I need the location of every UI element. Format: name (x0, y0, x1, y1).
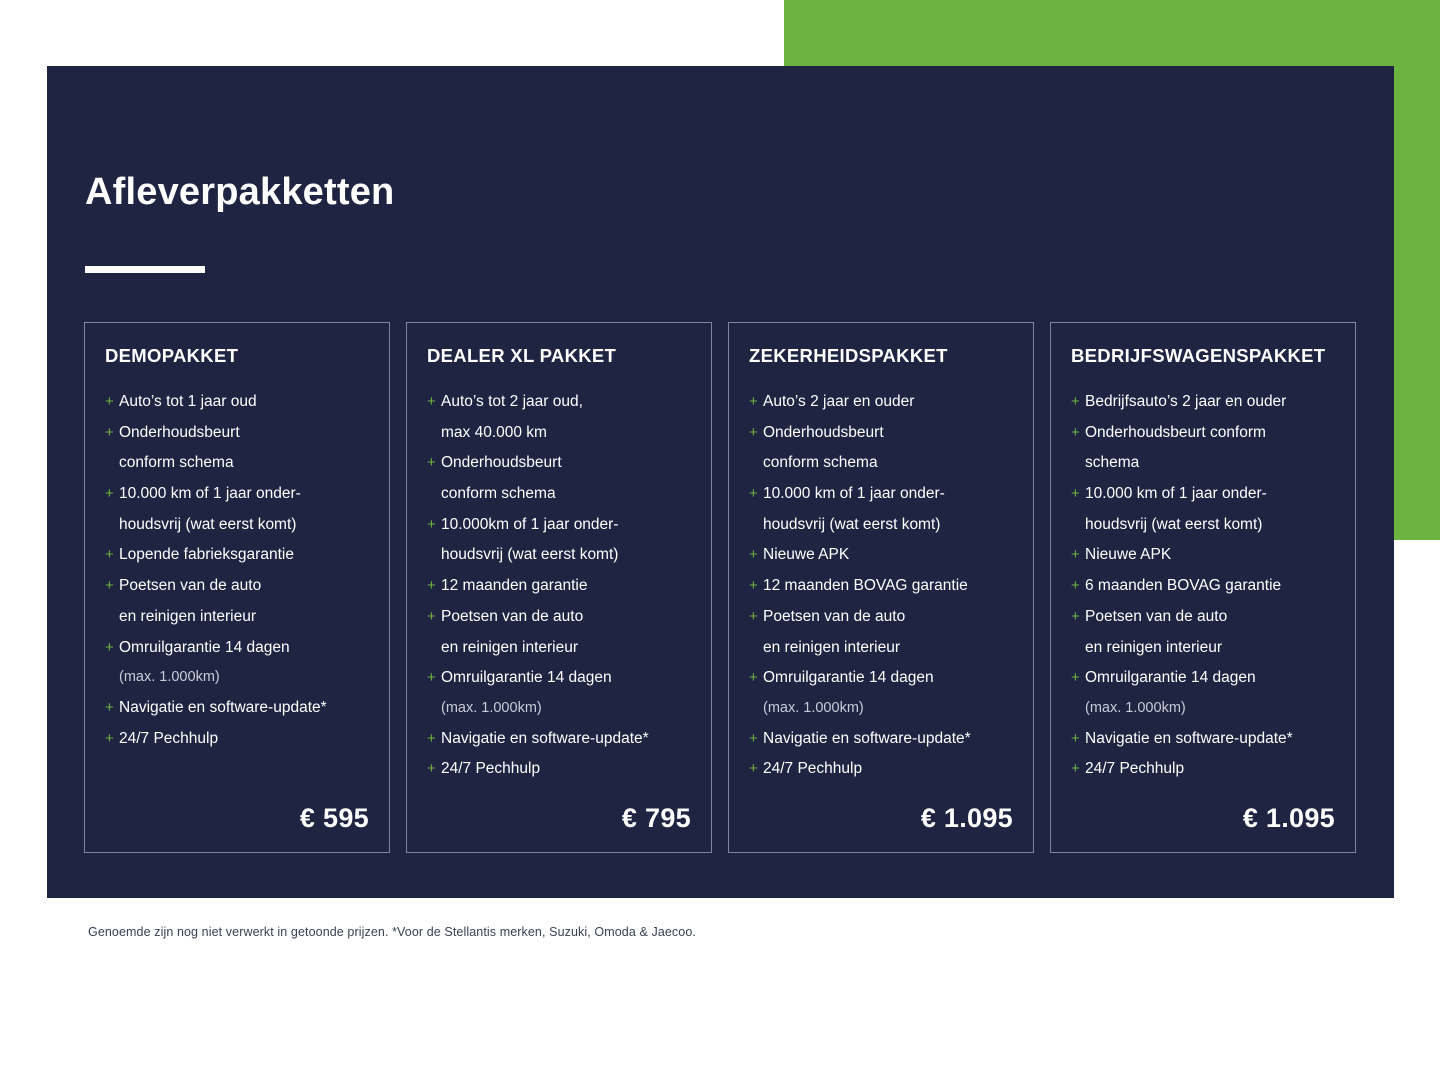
feature-item (749, 387, 1013, 418)
feature-label: Onderhoudsbeurt (763, 423, 884, 441)
plus-icon: + (105, 729, 114, 747)
package-card-demopakket[interactable] (84, 322, 390, 853)
feature-label: Onderhoudsbeurt (441, 454, 562, 472)
plus-icon: + (1071, 729, 1080, 747)
feature-item (427, 387, 691, 418)
feature-label: houdsvrij (wat eerst komt) (763, 515, 941, 533)
feature-item-continuation (105, 448, 369, 479)
feature-label: Onderhoudsbeurt (119, 423, 240, 441)
feature-label: Navigatie en software-update* (441, 729, 649, 747)
feature-label: houdsvrij (wat eerst komt) (441, 546, 619, 564)
feature-label: Poetsen van de auto (763, 607, 906, 625)
feature-item (1071, 663, 1335, 694)
feature-item (1071, 754, 1335, 785)
plus-icon: + (749, 577, 758, 595)
packages-panel (47, 66, 1394, 898)
feature-label: Navigatie en software-update* (1085, 729, 1293, 747)
package-price: € 1.095 (920, 802, 1013, 833)
feature-item (105, 387, 369, 418)
feature-label: 24/7 Pechhulp (119, 729, 219, 747)
feature-list (105, 387, 369, 785)
feature-label: 12 maanden BOVAG garantie (763, 577, 968, 595)
feature-label: conform schema (763, 454, 878, 472)
plus-icon: + (427, 515, 436, 533)
plus-icon: + (1071, 423, 1080, 441)
plus-icon: + (1071, 760, 1080, 778)
feature-label: Poetsen van de auto (441, 607, 584, 625)
feature-item (749, 754, 1013, 785)
package-title: ZEKERHEIDSPAKKET (749, 345, 948, 366)
feature-item (1071, 571, 1335, 602)
feature-item (427, 510, 691, 541)
feature-label: Auto’s 2 jaar en ouder (763, 393, 915, 410)
feature-item (749, 724, 1013, 755)
feature-item-note (749, 694, 1013, 724)
feature-item (749, 602, 1013, 633)
feature-label: Poetsen van de auto (119, 577, 262, 595)
feature-label: Lopende fabrieksgarantie (119, 546, 294, 564)
feature-label: Nieuwe APK (763, 546, 850, 564)
feature-item (1071, 540, 1335, 571)
feature-label: Omruilgarantie 14 dagen (1085, 669, 1256, 687)
plus-icon: + (749, 607, 758, 625)
feature-label: 24/7 Pechhulp (1085, 760, 1185, 778)
plus-icon: + (105, 393, 114, 410)
feature-item (105, 633, 369, 664)
feature-label: 24/7 Pechhulp (441, 760, 541, 778)
feature-list (1071, 387, 1335, 785)
feature-item-continuation (749, 510, 1013, 541)
plus-icon: + (1071, 393, 1080, 410)
feature-label: Navigatie en software-update* (763, 729, 971, 747)
package-title: DEALER XL PAKKET (427, 345, 617, 366)
package-card-zekerheidspakket[interactable] (728, 322, 1034, 853)
feature-list (749, 387, 1013, 785)
plus-icon: + (105, 698, 114, 716)
package-price: € 595 (299, 802, 369, 833)
plus-icon: + (749, 393, 758, 410)
feature-item-continuation (427, 540, 691, 571)
plus-icon: + (105, 423, 114, 441)
plus-icon: + (105, 638, 114, 656)
plus-icon: + (105, 485, 114, 503)
package-card-bedrijfswagenspakket[interactable] (1050, 322, 1356, 853)
package-title: DEMOPAKKET (105, 345, 239, 366)
title-underline-rule (85, 266, 205, 273)
feature-item (105, 479, 369, 510)
plus-icon: + (427, 454, 436, 472)
feature-label: Bedrijfsauto’s 2 jaar en ouder (1085, 393, 1287, 410)
plus-icon: + (1071, 546, 1080, 564)
feature-label: (max. 1.000km) (1085, 699, 1186, 716)
feature-label: Auto’s tot 2 jaar oud, (441, 393, 583, 410)
feature-item-continuation (427, 633, 691, 664)
feature-label: 24/7 Pechhulp (763, 760, 863, 778)
page-title: Afleverpakketten (85, 171, 395, 213)
feature-item (427, 602, 691, 633)
feature-label: (max. 1.000km) (441, 699, 542, 716)
plus-icon: + (1071, 577, 1080, 595)
package-card-dealer-xl-pakket[interactable] (406, 322, 712, 853)
feature-item-continuation (749, 633, 1013, 664)
feature-item-continuation (427, 418, 691, 449)
feature-item (427, 448, 691, 479)
feature-label: Poetsen van de auto (1085, 607, 1228, 625)
feature-item (749, 540, 1013, 571)
feature-label: 12 maanden garantie (441, 577, 588, 595)
feature-label: schema (1085, 454, 1140, 472)
plus-icon: + (749, 669, 758, 687)
feature-label: conform schema (119, 454, 234, 472)
feature-item-note (427, 694, 691, 724)
feature-label: en reinigen interieur (763, 638, 901, 656)
feature-label: conform schema (441, 485, 556, 503)
feature-item-continuation (1071, 510, 1335, 541)
feature-label: en reinigen interieur (119, 607, 257, 625)
plus-icon: + (427, 669, 436, 687)
feature-item-note (105, 663, 369, 693)
feature-item (105, 571, 369, 602)
footnote-text: Genoemde zijn nog niet verwerkt in getoonde prijzen. *Voor de Stellantis merken, Suzuki, Omoda & Jaecoo. (88, 925, 696, 939)
feature-item (427, 754, 691, 785)
feature-item (105, 724, 369, 755)
feature-label: en reinigen interieur (441, 638, 579, 656)
package-price: € 1.095 (1242, 802, 1335, 833)
package-price: € 795 (621, 802, 691, 833)
feature-item (749, 479, 1013, 510)
feature-item-continuation (105, 602, 369, 633)
plus-icon: + (427, 729, 436, 747)
plus-icon: + (1071, 485, 1080, 503)
package-card-list (84, 322, 1359, 853)
plus-icon: + (427, 607, 436, 625)
feature-label: en reinigen interieur (1085, 638, 1223, 656)
feature-label: houdsvrij (wat eerst komt) (1085, 515, 1263, 533)
feature-item-note (1071, 694, 1335, 724)
feature-item (1071, 724, 1335, 755)
feature-item (105, 540, 369, 571)
feature-label: 10.000 km of 1 jaar onder- (119, 485, 301, 503)
plus-icon: + (749, 760, 758, 778)
feature-label: 10.000km of 1 jaar onder- (441, 515, 619, 533)
plus-icon: + (427, 393, 436, 410)
feature-label: Omruilgarantie 14 dagen (119, 638, 290, 656)
feature-label: Auto’s tot 1 jaar oud (119, 393, 257, 410)
feature-label: Omruilgarantie 14 dagen (763, 669, 934, 687)
feature-label: 6 maanden BOVAG garantie (1085, 577, 1282, 595)
feature-item-continuation (749, 448, 1013, 479)
plus-icon: + (427, 760, 436, 778)
feature-label: 10.000 km of 1 jaar onder- (763, 485, 945, 503)
feature-item (427, 724, 691, 755)
feature-item (105, 693, 369, 724)
plus-icon: + (1071, 607, 1080, 625)
plus-icon: + (749, 485, 758, 503)
feature-item (1071, 387, 1335, 418)
feature-label: (max. 1.000km) (763, 699, 864, 716)
plus-icon: + (749, 546, 758, 564)
feature-item (749, 571, 1013, 602)
feature-item (1071, 602, 1335, 633)
plus-icon: + (749, 729, 758, 747)
feature-item-continuation (1071, 633, 1335, 664)
package-title: BEDRIJFSWAGENSPAKKET (1071, 345, 1326, 366)
feature-item (749, 663, 1013, 694)
feature-item (1071, 418, 1335, 449)
feature-label: Nieuwe APK (1085, 546, 1172, 564)
feature-label: Navigatie en software-update* (119, 698, 327, 716)
feature-label: Onderhoudsbeurt conform (1085, 423, 1266, 441)
plus-icon: + (105, 577, 114, 595)
feature-item (1071, 479, 1335, 510)
feature-item-continuation (105, 510, 369, 541)
feature-label: 10.000 km of 1 jaar onder- (1085, 485, 1267, 503)
feature-list (427, 387, 691, 785)
feature-label: Omruilgarantie 14 dagen (441, 669, 612, 687)
plus-icon: + (749, 423, 758, 441)
plus-icon: + (1071, 669, 1080, 687)
feature-item-continuation (1071, 448, 1335, 479)
feature-item (105, 418, 369, 449)
feature-label: houdsvrij (wat eerst komt) (119, 515, 297, 533)
feature-item (427, 571, 691, 602)
feature-label: (max. 1.000km) (119, 669, 220, 686)
feature-label: max 40.000 km (441, 423, 547, 441)
plus-icon: + (105, 546, 114, 564)
plus-icon: + (427, 577, 436, 595)
feature-item (749, 418, 1013, 449)
feature-item-continuation (427, 479, 691, 510)
feature-item (427, 663, 691, 694)
